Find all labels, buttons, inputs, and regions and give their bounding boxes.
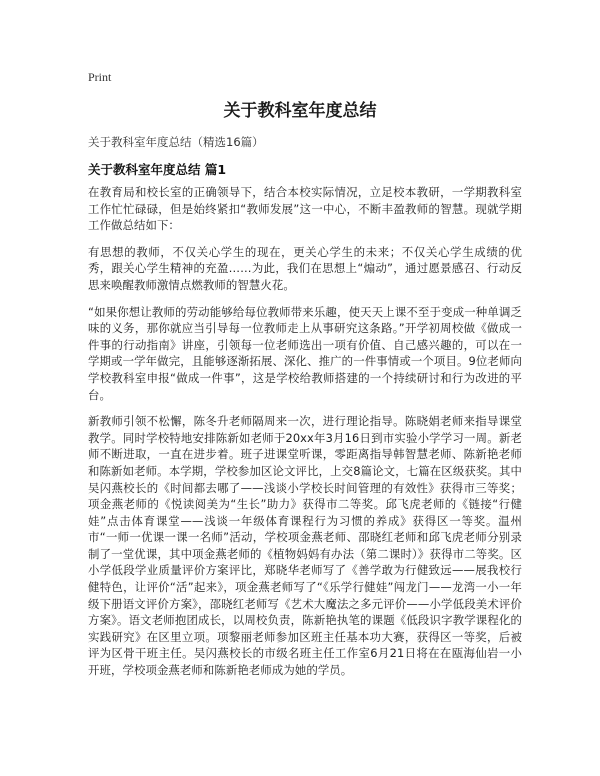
paragraph-intro: 在教育局和校长室的正确领导下，结合本校实际情况，立足校本教研，一学期教科室工作忙忙碌碌，但是始终紧扣“教师发展”这一中心，不断丰盈教师的智慧。现就学期工作做总结如下： — [88, 185, 522, 233]
paragraph-new-teachers: 新教师引领不松懈，陈冬升老师隔周来一次，进行理论指导。陈晓娟老师来指导课堂教学。同时学校特地安排陈新如老师于20xx年3月16日到市实验小学学习一周。新老师不断进取，一直在进步着。班子进课堂听课，零距离指导韩智慧老师、陈新艳老师和陈新如老师。本学期，学校参加区论文评比，上交8篇论文，七篇在区级获奖。其中吴闪燕校长的《时间都去哪了——浅谈小学校长时间管理的有效性》获得市三等奖；项金燕老师的《悦读阅美为“生长”助力》获得市二等奖。邱飞虎老师的《链接“行健娃”点击体育课堂——浅谈一年级体育课程行为习惯的养成》获得区一等奖。温州市“一师一优课一课一名师”活动，学校项金燕老师、邵晓红老师和邱飞虎老师分别录制了一堂优课，其中项金燕老师的《植物妈妈有办法（第二课时）》获得市二等奖。区小学低段学业质量评价方案评比，郑晓华老师写了《善学敢为行健致远——展我校行健特色，让评价“活”起来》，项金燕老师写了“《乐学行健娃”闯龙门——龙湾一小一年级下册语文评价方案》，邵晓红老师写《艺术大魔法之多元评价——小学低段美术评价方案》。语文老师抱团成长，以周校负责，陈新艳执笔的课题《低段识字教学课程化的实践研究》在区里立项。项黎丽老师参加区班主任基本功大赛，获得区一等奖，后被评为区骨干班主任。吴闪燕校长的市级名班主任工作室6月21日将在在瓯海仙岩一小开班，学校项金燕老师和陈新艳老师成为她的学员。 — [88, 414, 522, 678]
paragraph-thinking-teacher: 有思想的教师，不仅关心学生的现在，更关心学生的未来；不仅关心学生成绩的优秀，跟关心学生精神的充盈……为此，我们在思想上“煽动”，通过愿景感召、行动反思来唤醒教师激情点燃教师的智慧火花。 — [88, 244, 522, 292]
section-heading: 关于教科室年度总结 篇1 — [88, 162, 227, 177]
paragraph-research-path: “如果你想让教师的劳动能够给每位教师带来乐趣，使天天上课不至于变成一种单调乏味的义务，那你就应当引导每一位教师走上从事研究这条路。”开学初周校做《做成一件事的行动指南》讲座，引领每一位老师选出一项有价值、自己感兴趣的，可以在一学期或一学年做完，且能够逐渐拓展、深化、推广的一件事情或一个项目。9位老师向学校教科室申报“做成一件事”，这是学校给教师搭建的一个持续研讨和行为改进的平台。 — [88, 304, 522, 402]
document-title: 关于教科室年度总结 — [223, 101, 377, 121]
print-link[interactable]: Print — [88, 70, 112, 84]
document-subtitle: 关于教科室年度总结（精选16篇） — [88, 135, 264, 149]
document-body — [88, 184, 522, 689]
